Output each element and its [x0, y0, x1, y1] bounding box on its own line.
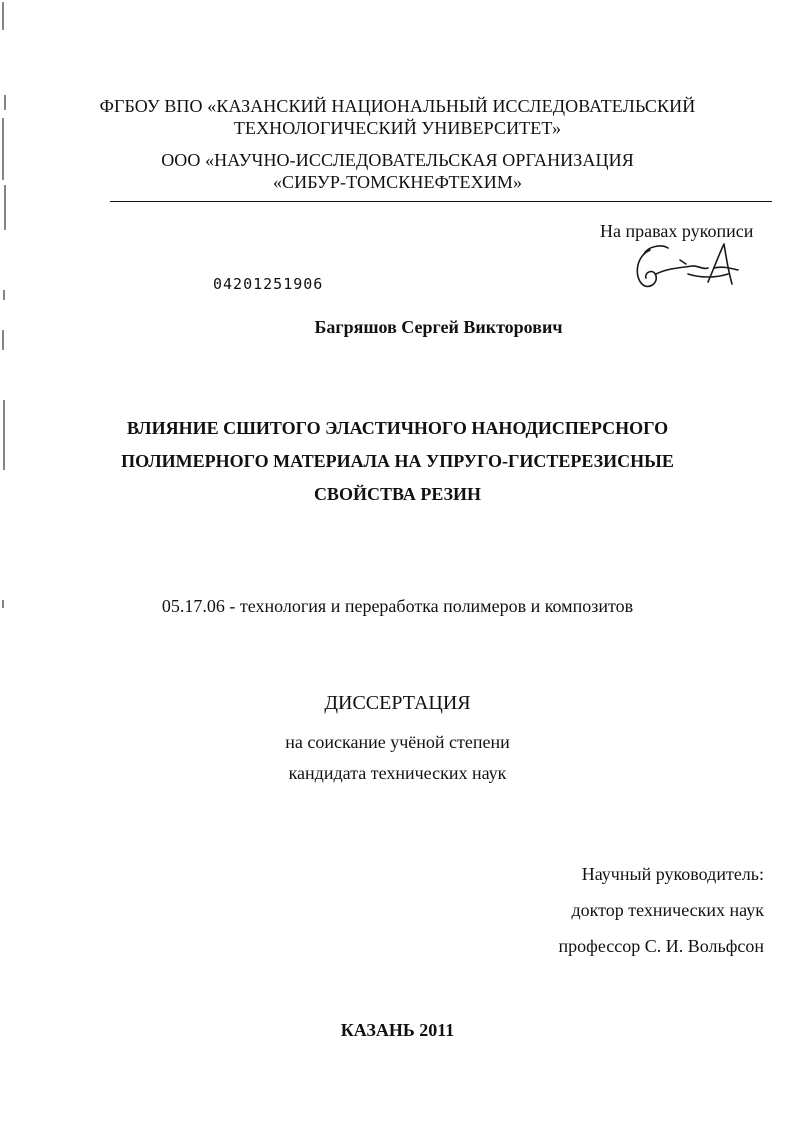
header-divider	[110, 201, 772, 202]
author-name: Багряшов Сергей Викторович	[314, 317, 563, 337]
organization-2-line2: «СИБУР-ТОМСКНЕФТЕХИМ»	[272, 172, 523, 192]
degree-purpose: на соискание учёной степени	[285, 732, 510, 752]
city-year: КАЗАНЬ 2011	[340, 1020, 455, 1040]
supervisor-block	[559, 856, 764, 964]
degree-name: кандидата технических наук	[288, 763, 507, 783]
organization-1-line2: ТЕХНОЛОГИЧЕСКИЙ УНИВЕРСИТЕТ»	[233, 118, 562, 138]
supervisor-degree: доктор технических наук	[571, 900, 764, 920]
organization-2-line1: ООО «НАУЧНО-ИССЛЕДОВАТЕЛЬСКАЯ ОРГАНИЗАЦИЯ	[161, 150, 634, 170]
supervisor-name: профессор С. И. Вольфсон	[558, 936, 764, 956]
organization-2	[0, 149, 795, 193]
supervisor-heading: Научный руководитель:	[581, 864, 764, 884]
title-line: ВЛИЯНИЕ СШИТОГО ЭЛАСТИЧНОГО НАНОДИСПЕРСНОГО	[126, 418, 669, 438]
degree-block	[0, 727, 795, 789]
rights-notice: На правах рукописи	[600, 221, 754, 241]
organization-1	[0, 95, 795, 139]
handwritten-signature	[628, 238, 750, 296]
title-line: ПОЛИМЕРНОГО МАТЕРИАЛА НА УПРУГО-ГИСТЕРЕЗИСНЫЕ	[121, 451, 674, 471]
title-line: СВОЙСТВА РЕЗИН	[313, 484, 482, 504]
specialty-code: 05.17.06 - технология и переработка полимеров и композитов	[161, 596, 634, 616]
document-number: 04201251906	[213, 275, 324, 293]
organization-1-line1: ФГБОУ ВПО «КАЗАНСКИЙ НАЦИОНАЛЬНЫЙ ИССЛЕДОВАТЕЛЬСКИЙ	[99, 96, 696, 116]
dissertation-title	[0, 412, 795, 511]
dissertation-type: ДИССЕРТАЦИЯ	[324, 692, 471, 714]
